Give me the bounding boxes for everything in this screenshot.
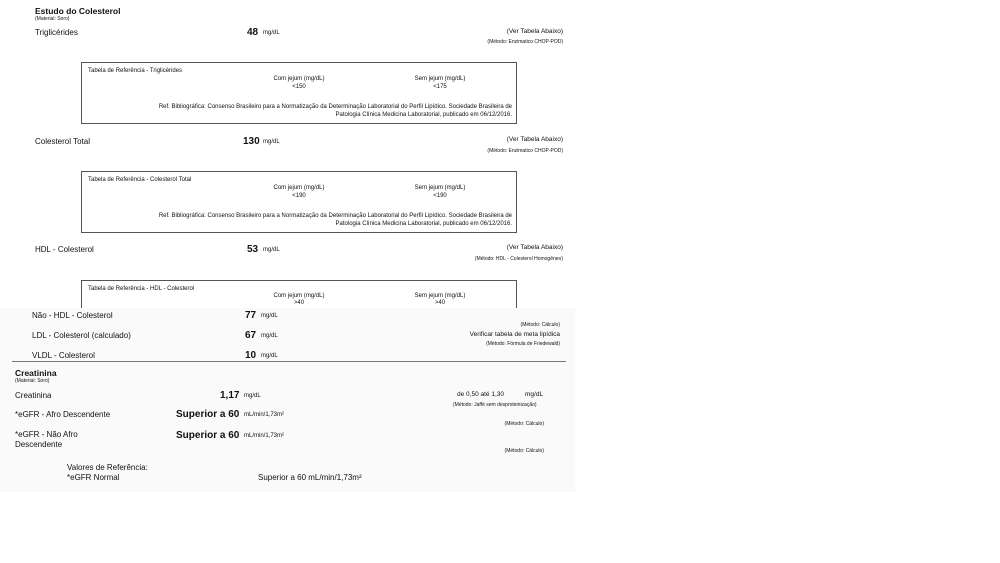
creatinina-range-unit: mg/dL bbox=[525, 391, 544, 398]
nao-hdl-method: (Método: Cálculo) bbox=[520, 322, 560, 328]
hdl-method: (Método: HDL - Colesterol Homogêneo) bbox=[474, 256, 563, 262]
egfr-nao-afro-label: *eGFR - Não Afro bbox=[15, 430, 78, 439]
hdl-value: 53 bbox=[247, 244, 259, 255]
egfr-afro-label: *eGFR - Afro Descendente bbox=[15, 410, 111, 419]
trig-method: (Método: Enzimatico CHOP-POD) bbox=[487, 39, 563, 45]
trig-note: (Ver Tabela Abaixo) bbox=[506, 28, 563, 35]
hdl-ref-val1: >40 bbox=[293, 300, 305, 306]
total-label: Colesterol Total bbox=[35, 137, 90, 146]
vldl-unit: mg/dL bbox=[261, 353, 278, 359]
total-ref-citation-2: Patologia Clínica Medicina Laboratorial, publicado em 06/12/2016. bbox=[335, 221, 512, 227]
vldl-label: VLDL - Colesterol bbox=[32, 351, 95, 360]
egfr-afro-value: Superior a 60 bbox=[176, 409, 240, 420]
creatinina-label: Creatinina bbox=[15, 391, 52, 400]
ref-values-title: Valores de Referência: bbox=[67, 463, 148, 472]
trig-ref-val2: <175 bbox=[433, 84, 447, 90]
creatinina-value: 1,17 bbox=[220, 390, 240, 401]
trig-unit: mg/dL bbox=[263, 30, 280, 36]
section-title-creatinina: Creatinina bbox=[15, 368, 57, 378]
lipid-report-page bbox=[0, 0, 590, 312]
ldl-label: LDL - Colesterol (calculado) bbox=[32, 331, 131, 340]
hdl-ref-col2: Sem jejum (mg/dL) bbox=[414, 293, 466, 299]
ldl-method: (Método: Fórmula de Friedewald) bbox=[486, 341, 560, 347]
hdl-label: HDL - Colesterol bbox=[35, 245, 94, 254]
trig-label: Triglicérides bbox=[35, 28, 78, 37]
egfr-nao-afro-label-2: Descendente bbox=[15, 440, 63, 449]
egfr-nao-afro-method: (Método: Cálculo) bbox=[504, 448, 544, 454]
ldl-unit: mg/dL bbox=[261, 333, 278, 339]
ldl-note: Verificar tabela de meta lipídica bbox=[469, 331, 560, 338]
total-value: 130 bbox=[243, 136, 260, 147]
creatinina-material: (Material: Soro) bbox=[15, 378, 50, 384]
section-title-colesterol: Estudo do Colesterol bbox=[35, 6, 121, 16]
hdl-ref-col1: Com jejum (mg/dL) bbox=[273, 293, 325, 299]
total-ref-col2: Sem jejum (mg/dL) bbox=[414, 185, 466, 191]
trig-ref-val1: <150 bbox=[292, 84, 306, 90]
egfr-afro-unit: mL/min/1,73m² bbox=[244, 412, 285, 418]
egfr-nao-afro-unit: mL/min/1,73m² bbox=[244, 433, 285, 439]
trig-value: 48 bbox=[247, 27, 259, 38]
vldl-value: 10 bbox=[245, 350, 257, 361]
ldl-value: 67 bbox=[245, 330, 257, 341]
trig-ref-citation-1: Ref. Bibliográfica: Consenso Brasileiro para a Normatização da Determinação Laboratorial do Perfil Lipídico. Sociedade Brasileira de bbox=[158, 104, 512, 110]
hdl-ref-title: Tabela de Referência - HDL - Colesterol bbox=[88, 286, 195, 292]
total-method: (Método: Enzimatico CHOP-POD) bbox=[487, 148, 563, 154]
hdl-ref-val2: >40 bbox=[434, 300, 446, 306]
nao-hdl-label: Não - HDL - Colesterol bbox=[32, 311, 113, 320]
total-ref-title: Tabela de Referência - Colesterol Total bbox=[88, 177, 192, 183]
total-reference-table bbox=[81, 171, 517, 233]
trig-ref-col1: Com jejum (mg/dL) bbox=[273, 76, 325, 82]
report-continuation bbox=[0, 308, 575, 492]
egfr-normal-value: Superior a 60 mL/min/1,73m² bbox=[258, 473, 362, 482]
total-note: (Ver Tabela Abaixo) bbox=[506, 136, 563, 143]
egfr-normal-label: *eGFR Normal bbox=[67, 473, 120, 482]
trig-ref-citation-2: Patologia Clínica Medicina Laboratorial, publicado em 06/12/2016. bbox=[335, 112, 512, 118]
creatinina-unit: mg/dL bbox=[244, 393, 261, 399]
total-ref-col1: Com jejum (mg/dL) bbox=[273, 185, 325, 191]
trig-ref-title: Tabela de Referência - Triglicérides bbox=[88, 68, 183, 74]
hdl-note: (Ver Tabela Abaixo) bbox=[506, 244, 563, 251]
total-ref-val2: <190 bbox=[433, 193, 447, 199]
nao-hdl-value: 77 bbox=[245, 310, 257, 321]
section-divider bbox=[12, 361, 566, 362]
creatinina-range: de 0,50 até 1,30 bbox=[457, 391, 504, 398]
hdl-unit: mg/dL bbox=[263, 247, 280, 253]
egfr-afro-method: (Método: Cálculo) bbox=[504, 421, 544, 427]
trig-reference-table bbox=[81, 62, 517, 124]
total-unit: mg/dL bbox=[263, 139, 280, 145]
trig-ref-col2: Sem jejum (mg/dL) bbox=[414, 76, 466, 82]
egfr-nao-afro-value: Superior a 60 bbox=[176, 430, 240, 441]
total-ref-citation-1: Ref. Bibliográfica: Consenso Brasileiro para a Normatização da Determinação Laboratorial do Perfil Lipídico. Sociedade Brasileira de bbox=[158, 213, 512, 219]
total-ref-val1: <190 bbox=[292, 193, 306, 199]
creatinina-method: (Método: Jaffé sem desproteinização) bbox=[453, 402, 537, 408]
nao-hdl-unit: mg/dL bbox=[261, 313, 278, 319]
material-label: (Material: Soro) bbox=[35, 16, 70, 22]
